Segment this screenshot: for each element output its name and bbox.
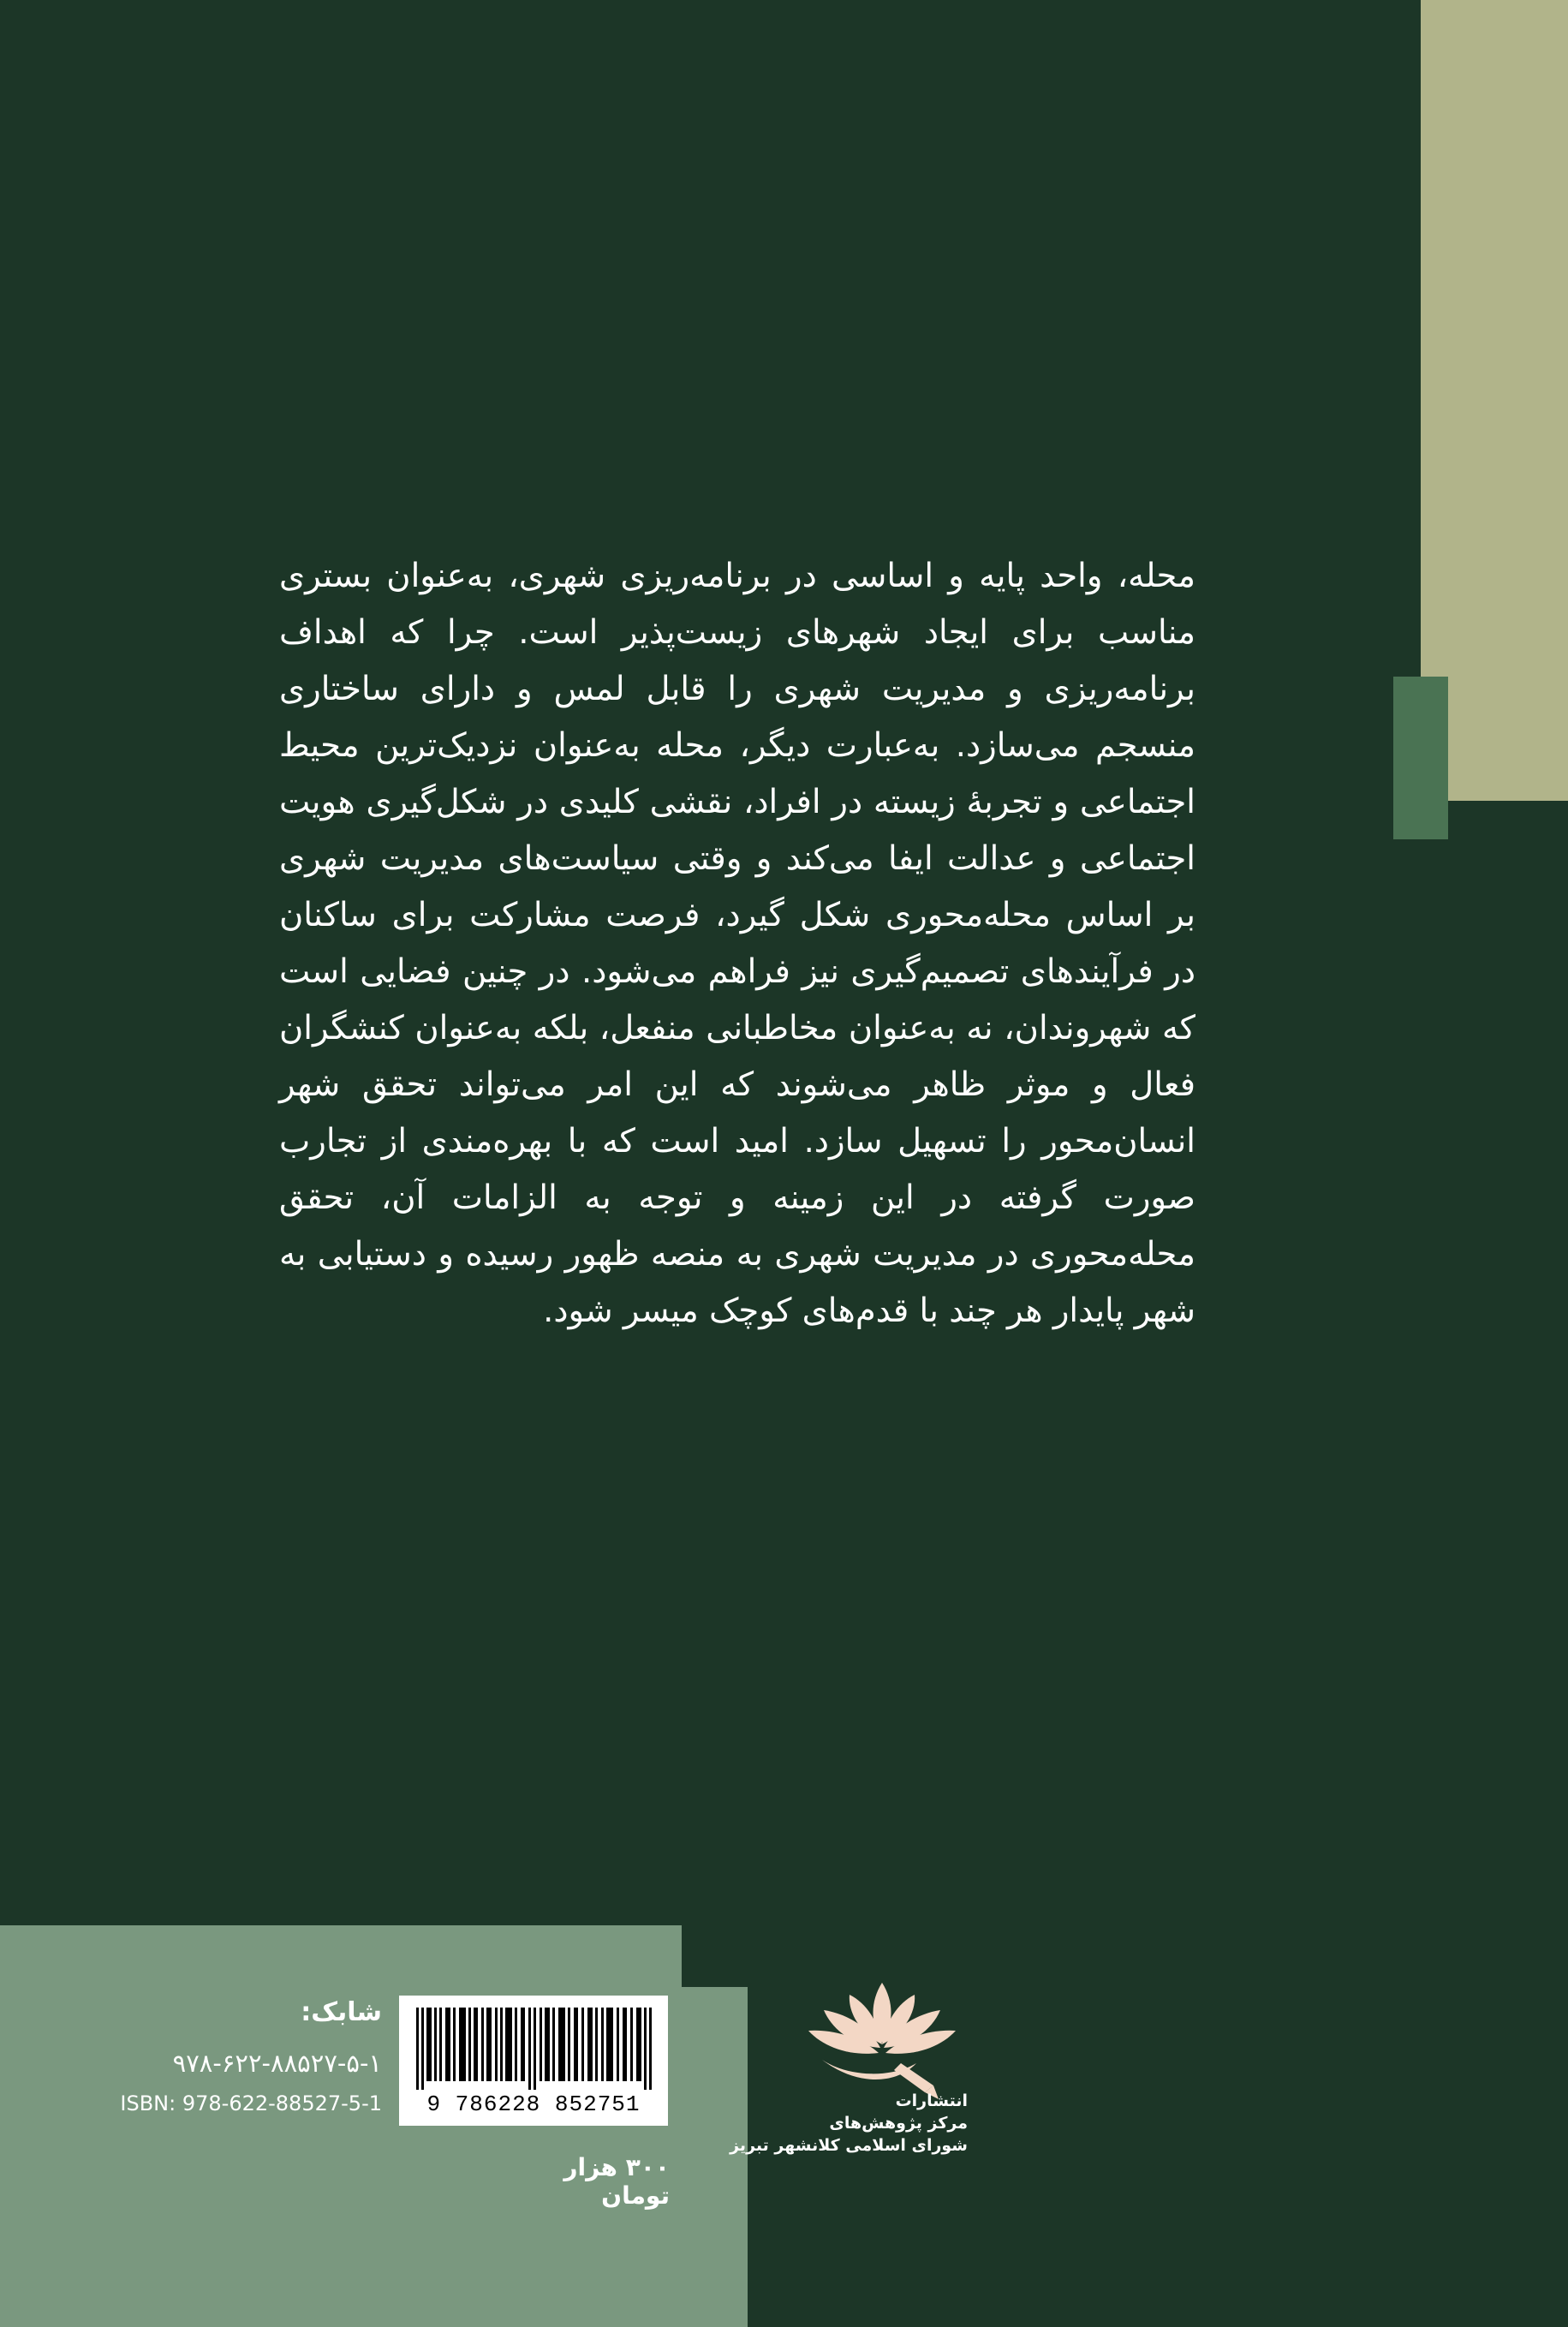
publisher-line-3: شورای اسلامی کلانشهر تبریز	[730, 2136, 968, 2155]
back-cover-blurb: محله، واحد پایه و اساسی در برنامه‌ریزی شهری، به‌عنوان بستری مناسب برای ایجاد شهرهای زیست‌پذیر است. چرا که اهداف برنامه‌ریزی و مدیریت شهری را قابل لمس و دارای ساختاری منسجم می‌سازد. به‌عبارت دیگر، محله به‌عنوان نزدیک‌ترین محیط اجتماعی و تجربهٔ زیسته در افراد، نقشی کلیدی در شکل‌گیری هویت اجتماعی و عدالت ایفا می‌کند و وقتی سیاست‌های مدیریت شهری بر اساس محله‌محوری شکل گیرد، فرصت مشارکت برای ساکنان در فرآیندهای تصمیم‌گیری نیز فراهم می‌شود. در چنین فضایی است که شهروندان، نه به‌عنوان مخاطبانی منفعل، بلکه به‌عنوان کنشگران فعال و موثر ظاهر می‌شوند که این امر می‌تواند تحقق شهر انسان‌محور را تسهیل سازد. امید است که با بهره‌مندی از تجارب صورت گرفته در این زمینه و توجه به الزامات آن، تحقق محله‌محوری در مدیریت شهری به منصه ظهور رسیده و دستیابی به شهر پایدار هر چند با قدم‌های کوچک میسر شود.	[279, 557, 1195, 1330]
isbn-number-persian: ۹۷۸-۶۲۲-۸۸۵۲۷-۵-۱	[172, 2049, 382, 2078]
publisher-line-1: انتشارات	[895, 2091, 968, 2110]
isbn-number-latin: ISBN: 978-622-88527-5-1	[120, 2091, 382, 2115]
publisher-name	[730, 2090, 968, 2157]
price-label: ۳۰۰ هزار تومان	[563, 2153, 670, 2210]
barcode-digits: 9 786228 852751	[426, 2091, 641, 2117]
isbn-label: شابک:	[301, 1997, 382, 2027]
barcode-bars-icon	[414, 2008, 653, 2090]
accent-tab	[1393, 677, 1448, 839]
publisher-line-2: مرکز پژوهش‌های	[829, 2114, 968, 2133]
barcode	[399, 1996, 668, 2126]
